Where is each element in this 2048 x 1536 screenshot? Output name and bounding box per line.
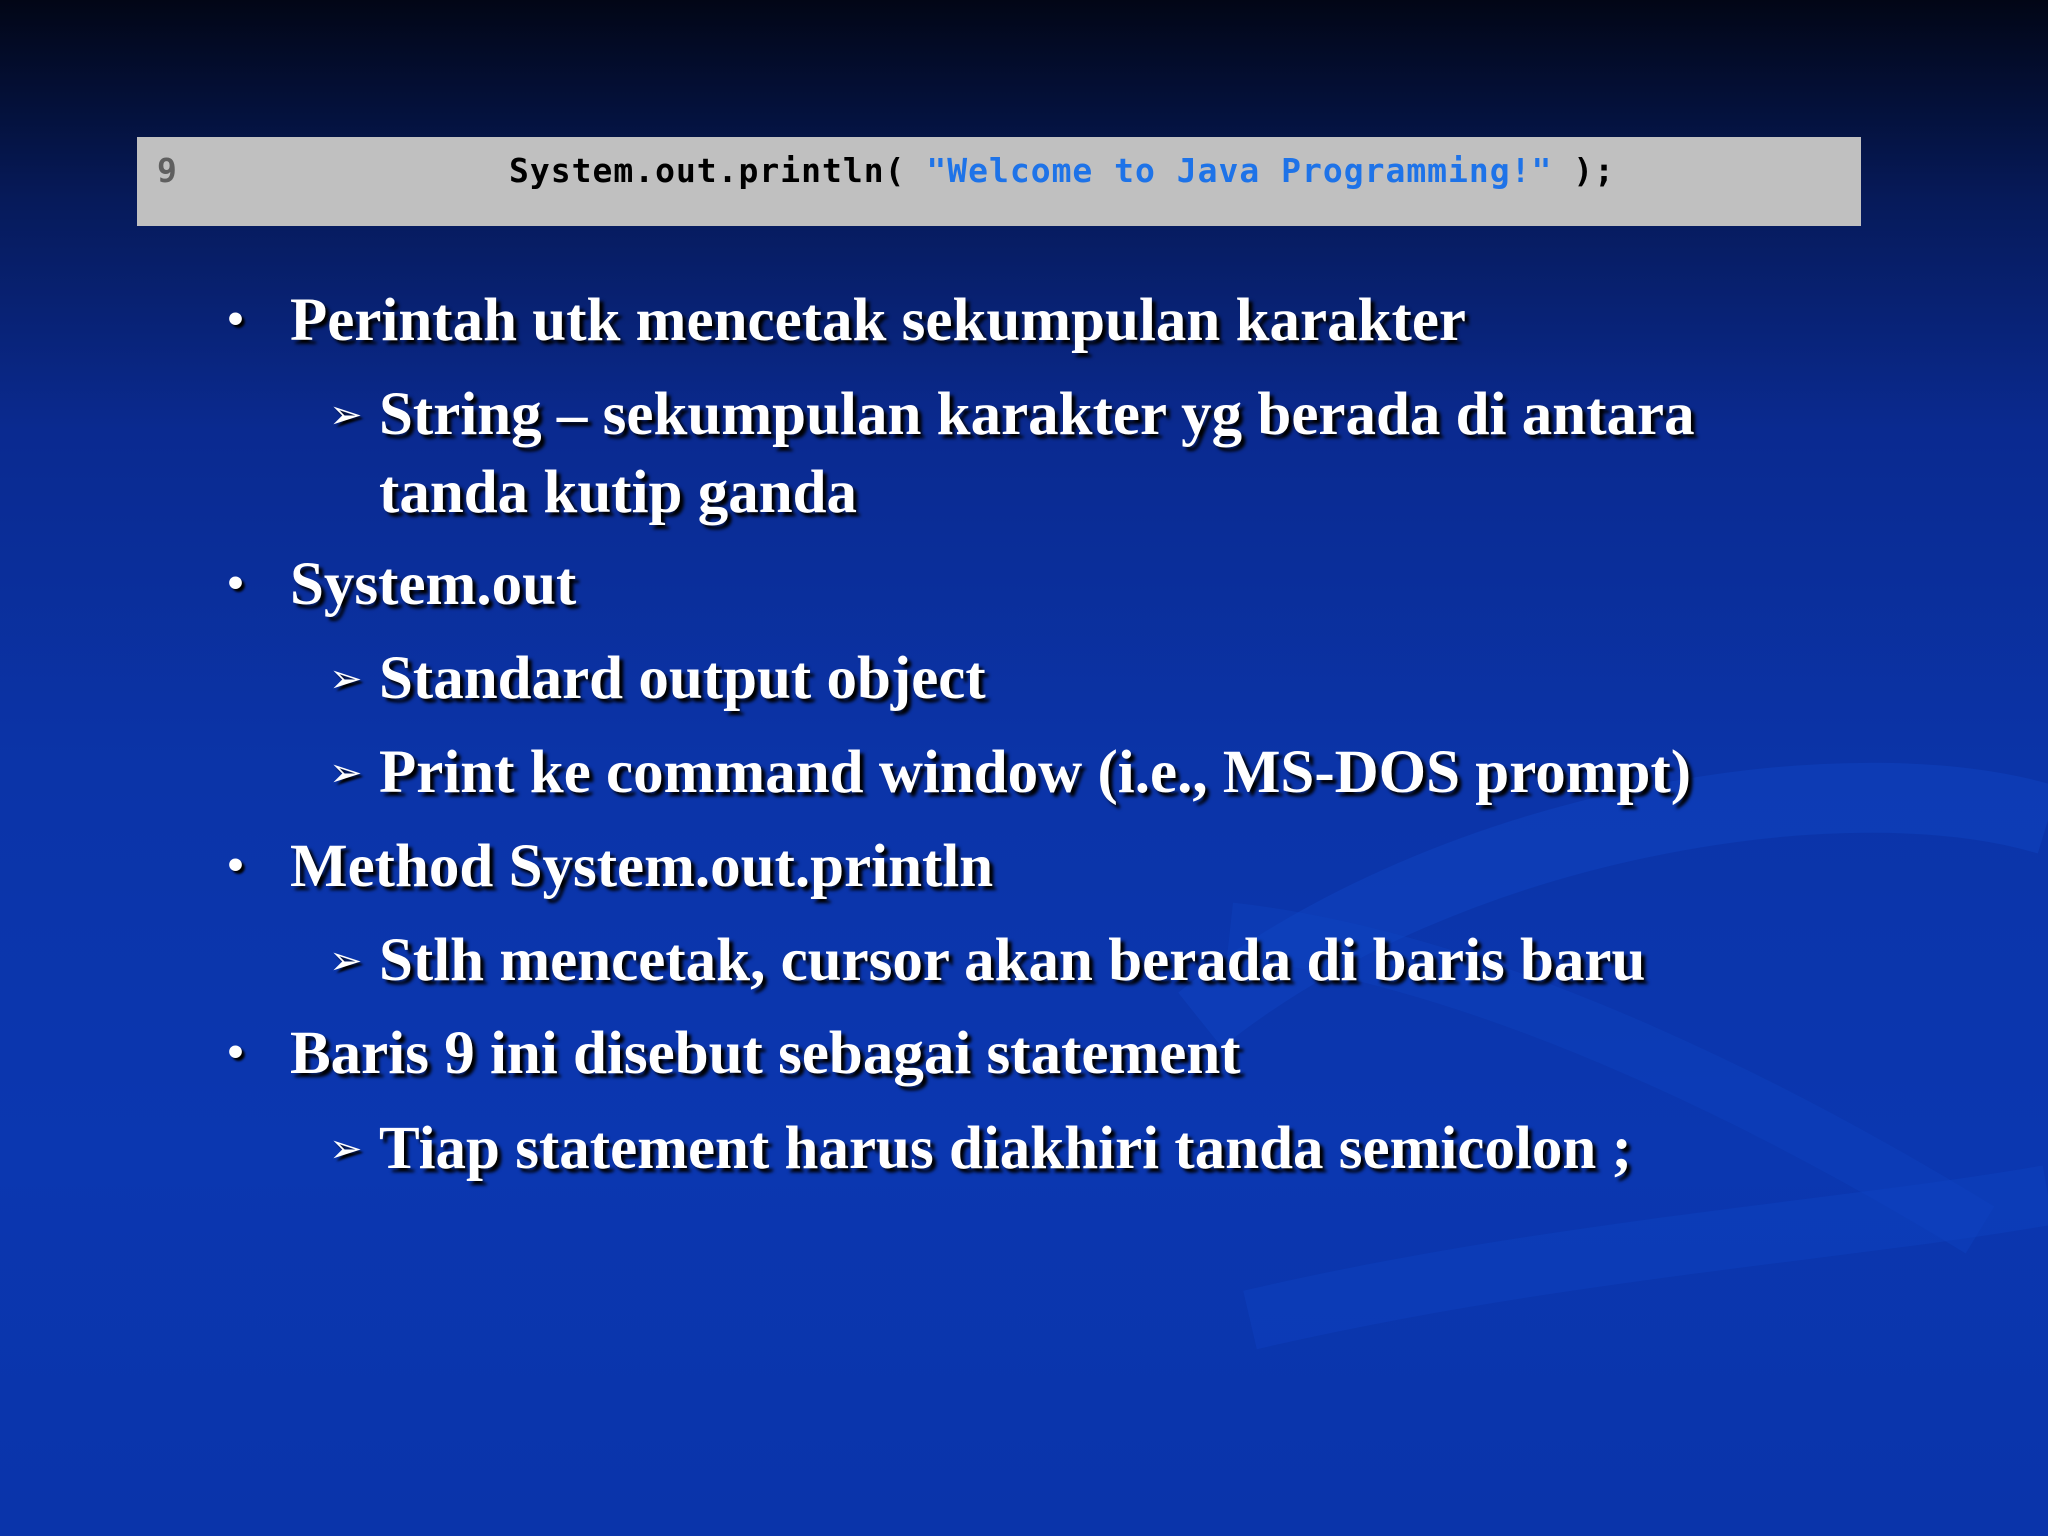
sub-bullet-text: Standard output object (379, 645, 986, 712)
sub-bullet-item (329, 922, 1646, 1000)
bullet-arrow-icon: ➢ (329, 1126, 363, 1172)
sub-bullet-item (329, 1110, 1632, 1188)
bullet-dot-icon: • (224, 1033, 248, 1074)
bullet-text: System.out (290, 551, 577, 618)
bullet-arrow-icon: ➢ (329, 938, 363, 984)
bullet-text: Perintah utk mencetak sekumpulan karakter (290, 287, 1466, 354)
sub-bullet-text: Print ke command window (i.e., MS-DOS prompt) (379, 739, 1692, 806)
bullet-dot-icon: • (224, 300, 248, 341)
sub-bullet-text: tanda kutip ganda (379, 459, 858, 526)
code-suffix: ); (1552, 151, 1615, 190)
sub-bullet-text: String – sekumpulan karakter yg berada di antara (379, 381, 1695, 448)
sub-bullet-text: Stlh mencetak, cursor akan berada di baris baru (379, 927, 1646, 994)
bullet-item (224, 828, 994, 906)
bullet-arrow-icon: ➢ (329, 656, 363, 702)
bullet-text: Method System.out.println (290, 833, 994, 900)
sub-bullet-text: Tiap statement harus diakhiri tanda semicolon ; (379, 1115, 1632, 1182)
bullet-item (224, 282, 1466, 360)
sub-bullet-item (329, 376, 1695, 454)
bullet-arrow-icon: ➢ (329, 750, 363, 796)
bullet-arrow-icon: ➢ (329, 392, 363, 438)
bullet-text: Baris 9 ini disebut sebagai statement (290, 1020, 1241, 1087)
bullet-item (224, 1015, 1241, 1093)
code-string-literal: "Welcome to Java Programming!" (926, 151, 1553, 190)
code-prefix: System.out.println( (509, 151, 927, 190)
bullet-dot-icon: • (224, 564, 248, 605)
bullet-item (224, 546, 577, 624)
code-line-number: 9 (157, 151, 177, 190)
bullet-dot-icon: • (224, 846, 248, 887)
sub-bullet-item (329, 640, 986, 718)
sub-bullet-item (329, 734, 1692, 812)
sub-bullet-continuation (379, 454, 857, 532)
